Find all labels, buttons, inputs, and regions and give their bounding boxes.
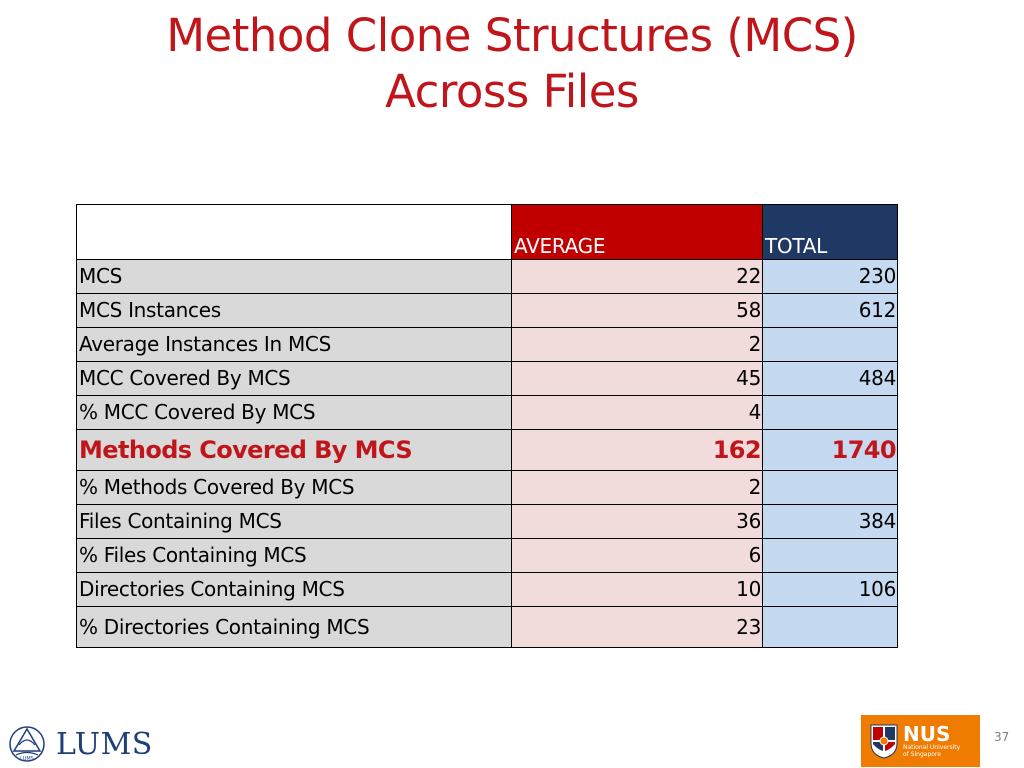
mcs-table xyxy=(76,204,898,648)
header-average: AVERAGE xyxy=(512,205,763,260)
header-blank-cell xyxy=(77,205,512,260)
nus-subtext-2: of Singapore xyxy=(903,751,941,758)
row-total: 106 xyxy=(763,573,898,607)
table-row xyxy=(77,396,898,430)
row-label: MCC Covered By MCS xyxy=(77,362,512,396)
row-label: % MCC Covered By MCS xyxy=(77,396,512,430)
row-label: % Files Containing MCS xyxy=(77,539,512,573)
nus-crest-icon xyxy=(869,723,899,759)
row-average: 162 xyxy=(512,430,763,471)
table-row xyxy=(77,328,898,362)
row-label: MCS Instances xyxy=(77,294,512,328)
slide-title-line-2: Across Files xyxy=(385,65,639,118)
row-label: Directories Containing MCS xyxy=(77,573,512,607)
row-average: 23 xyxy=(512,607,763,648)
row-average: 10 xyxy=(512,573,763,607)
table-row xyxy=(77,573,898,607)
row-label: Methods Covered By MCS xyxy=(77,430,512,471)
table-row xyxy=(77,260,898,294)
nus-text: NUS xyxy=(903,722,951,746)
row-total: 612 xyxy=(763,294,898,328)
row-average: 4 xyxy=(512,396,763,430)
lums-emblem-icon xyxy=(4,723,50,765)
row-total: 484 xyxy=(763,362,898,396)
row-total xyxy=(763,396,898,430)
row-label: % Methods Covered By MCS xyxy=(77,471,512,505)
nus-subtext-1: National University xyxy=(903,744,961,751)
row-average: 2 xyxy=(512,471,763,505)
table-row xyxy=(77,539,898,573)
row-total xyxy=(763,539,898,573)
table-row-highlighted xyxy=(77,430,898,471)
row-average: 22 xyxy=(512,260,763,294)
row-average: 45 xyxy=(512,362,763,396)
table-row xyxy=(77,471,898,505)
row-average: 6 xyxy=(512,539,763,573)
nus-logo xyxy=(861,715,980,767)
header-total: TOTAL xyxy=(763,205,898,260)
row-total xyxy=(763,607,898,648)
slide-title-line-1: Method Clone Structures (MCS) xyxy=(166,9,858,62)
row-label: MCS xyxy=(77,260,512,294)
row-label: Average Instances In MCS xyxy=(77,328,512,362)
lums-logo xyxy=(4,720,153,768)
table-row xyxy=(77,505,898,539)
row-label: % Directories Containing MCS xyxy=(77,607,512,648)
table-row xyxy=(77,607,898,648)
row-total: 384 xyxy=(763,505,898,539)
row-label: Files Containing MCS xyxy=(77,505,512,539)
table-row xyxy=(77,294,898,328)
lums-emblem-text: LUMS xyxy=(20,756,34,762)
lums-wordmark: LUMS xyxy=(56,726,153,762)
row-average: 36 xyxy=(512,505,763,539)
row-average: 58 xyxy=(512,294,763,328)
row-total xyxy=(763,328,898,362)
slide-title xyxy=(0,8,1024,120)
table-row xyxy=(77,362,898,396)
nus-wordmark xyxy=(903,724,960,758)
table-header-row xyxy=(77,205,898,260)
row-total: 1740 xyxy=(763,430,898,471)
row-total: 230 xyxy=(763,260,898,294)
page-number: 37 xyxy=(994,730,1010,744)
row-total xyxy=(763,471,898,505)
row-average: 2 xyxy=(512,328,763,362)
